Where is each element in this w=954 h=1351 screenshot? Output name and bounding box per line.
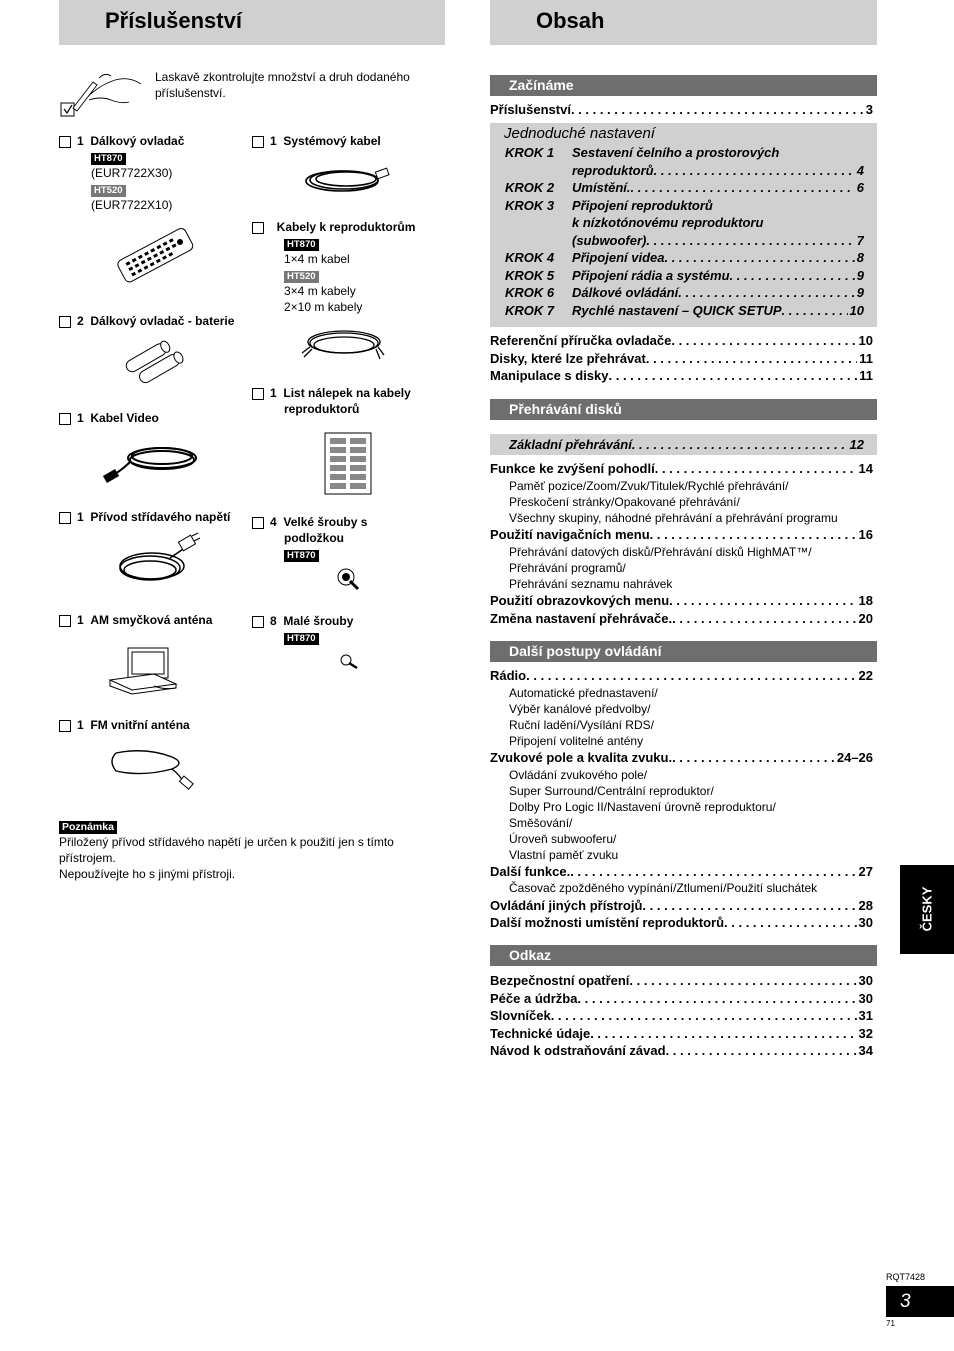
item-system-cable: 1 Systémový kabel [252, 133, 381, 149]
checkbox[interactable] [252, 222, 264, 234]
checkbox[interactable] [59, 136, 71, 148]
item-fm-antenna: 1 FM vnitřní anténa [59, 717, 190, 733]
toc-subentry: Přehrávání seznamu nahrávek [509, 577, 673, 591]
toc-entry[interactable]: Manipulace s disky . . . 11 [490, 367, 873, 384]
small-screw-icon [340, 654, 360, 670]
section-dalsi-postupy: Další postupy ovládání [490, 641, 877, 662]
item-ac-cord: 1 Přívod střídavého napětí [59, 509, 230, 525]
checkbox[interactable] [59, 413, 71, 425]
large-screw-icon [336, 567, 362, 593]
toc-entry[interactable]: Referenční příručka ovladače . . . 10 [490, 332, 873, 349]
toc-subentry: Super Surround/Centrální reproduktor/ [509, 784, 714, 798]
item-sticker-sheet: 1 List nálepek na kabely reproduktorů [252, 385, 411, 417]
item-video-cable: 1 Kabel Video [59, 410, 159, 426]
toc-entry[interactable]: Péče a údržba . . . 30 [490, 990, 873, 1007]
toc-subentry: Vlastní paměť zvuku [509, 848, 619, 862]
toc-entry[interactable]: Technické údaje . . . 32 [490, 1025, 873, 1042]
checkbox[interactable] [59, 512, 71, 524]
item-batteries: 2 Dálkový ovladač - baterie [59, 313, 234, 329]
toc-subentry: Úroveň subwooferu/ [509, 832, 617, 846]
toc-entry[interactable]: Použití navigačních menu . . . 16 [490, 526, 873, 543]
model-badge: HT870 [284, 239, 319, 251]
toc-entry[interactable]: Bezpečnostní opatření . . . 30 [490, 972, 873, 989]
toc-subentry: Přeskočení stránky/Opakované přehrávání/ [509, 495, 740, 509]
toc-subentry: Paměť pozice/Zoom/Zvuk/Titulek/Rychlé přehrávání/ [509, 479, 789, 493]
toc-subentry: Přehrávání datových disků/Přehrávání disků HighMAT™/ [509, 545, 812, 559]
toc-subentry: Připojení volitelné antény [509, 734, 644, 748]
small-number: 71 [886, 1319, 895, 1328]
checkbox[interactable] [252, 616, 264, 628]
item-remote: 1 Dálkový ovladač HT870 (EUR7722X30) HT520 (EUR7722X10) [59, 133, 184, 213]
item-speaker-cables: Kabely k reproduktorům HT870 1×4 m kabel HT520 3×4 m kabely 2×10 m kabely [252, 219, 415, 315]
intro-text: Laskavě zkontrolujte množství a druh dodaného příslušenství. [155, 70, 410, 100]
toc-entry[interactable]: Použití obrazovkových menu . . . 18 [490, 592, 873, 609]
page-number: 3 [900, 1291, 911, 1312]
section-zaciname: Začínáme [490, 75, 877, 96]
checkbox[interactable] [59, 316, 71, 328]
checkbox[interactable] [59, 615, 71, 627]
model-badge: HT870 [284, 550, 319, 562]
contents-title: Obsah [536, 8, 605, 33]
pen-check-icon [59, 70, 145, 120]
section-odkaz: Odkaz [490, 945, 877, 966]
toc-entry[interactable]: Základní přehrávání . . . 12 [509, 436, 864, 453]
video-cable-icon [100, 438, 205, 486]
checkbox[interactable] [252, 517, 264, 529]
contents-header [490, 0, 877, 45]
toc-entry[interactable]: Příslušenství . . . 3 [490, 101, 873, 118]
language-tab: ČESKY [900, 865, 954, 954]
accessories-header [59, 0, 445, 45]
document-code: RQT7428 [886, 1272, 926, 1282]
quick-setup-heading: Jednoduché nastavení [504, 125, 655, 142]
toc-subentry: Ruční ladění/Vysílání RDS/ [509, 718, 654, 732]
speaker-cable-icon [300, 325, 386, 365]
am-loop-antenna-icon [106, 640, 186, 698]
checkbox[interactable] [252, 136, 264, 148]
toc-entry[interactable]: Změna nastavení přehrávače. . . . 20 [490, 610, 873, 627]
toc-entry[interactable]: Další možnosti umístění reproduktorů . . . 30 [490, 914, 873, 931]
note: Poznámka Přiložený přívod střídavého napětí je určen k použití jen s tímto přístrojem. Nepoužívejte ho s jinými přístroji. [59, 821, 394, 881]
item-large-screws: 4 Velké šrouby s podložkou HT870 [252, 514, 367, 562]
item-am-antenna: 1 AM smyčková anténa [59, 612, 212, 628]
toc-entry[interactable]: Další funkce. . . . 27 [490, 863, 873, 880]
checkbox[interactable] [252, 388, 264, 400]
remote-control-icon [112, 222, 196, 292]
toc-entry[interactable]: Zvukové pole a kvalita zvuku. . . . 24–26 [490, 749, 873, 766]
toc-subentry: Automatické přednastavení/ [509, 686, 658, 700]
toc-entry[interactable]: Návod k odstraňování závad . . . 34 [490, 1042, 873, 1059]
batteries-icon [124, 340, 186, 386]
model-badge: HT520 [91, 185, 126, 197]
note-label: Poznámka [59, 821, 117, 834]
fm-antenna-icon [110, 743, 198, 791]
system-cable-icon [300, 160, 396, 200]
section-prehravani: Přehrávání disků [490, 399, 877, 420]
toc-subentry: Přehrávání programů/ [509, 561, 626, 575]
accessories-title: Příslušenství [105, 8, 242, 33]
toc-entry[interactable]: Rádio . . . 22 [490, 667, 873, 684]
toc-subentry: Dolby Pro Logic II/Nastavení úrovně reproduktoru/ [509, 800, 776, 814]
page-number-box [886, 1286, 954, 1317]
ac-cord-icon [110, 532, 204, 592]
item-small-screws: 8 Malé šrouby HT870 [252, 613, 353, 645]
toc-entry[interactable]: Ovládání jiných přístrojů . . . 28 [490, 897, 873, 914]
toc-subentry: Výběr kanálové předvolby/ [509, 702, 651, 716]
checkbox[interactable] [59, 720, 71, 732]
toc-subentry: Směšování/ [509, 816, 573, 830]
toc-entry[interactable]: Funkce ke zvýšení pohodlí . . . 14 [490, 460, 873, 477]
sticker-sheet-icon [324, 432, 374, 496]
toc-entry[interactable]: Disky, které lze přehrávat . . . 11 [490, 350, 873, 367]
model-badge: HT870 [284, 633, 319, 645]
toc-subentry: Všechny skupiny, náhodné přehrávání a přehrávání programu [509, 511, 838, 525]
toc-subentry: Časovač zpožděného vypínání/Ztlumení/Použití sluchátek [509, 881, 818, 895]
model-badge: HT870 [91, 153, 126, 165]
toc-subentry: Ovládání zvukového pole/ [509, 768, 648, 782]
model-badge: HT520 [284, 271, 319, 283]
toc-entry[interactable]: Slovníček . . . 31 [490, 1007, 873, 1024]
